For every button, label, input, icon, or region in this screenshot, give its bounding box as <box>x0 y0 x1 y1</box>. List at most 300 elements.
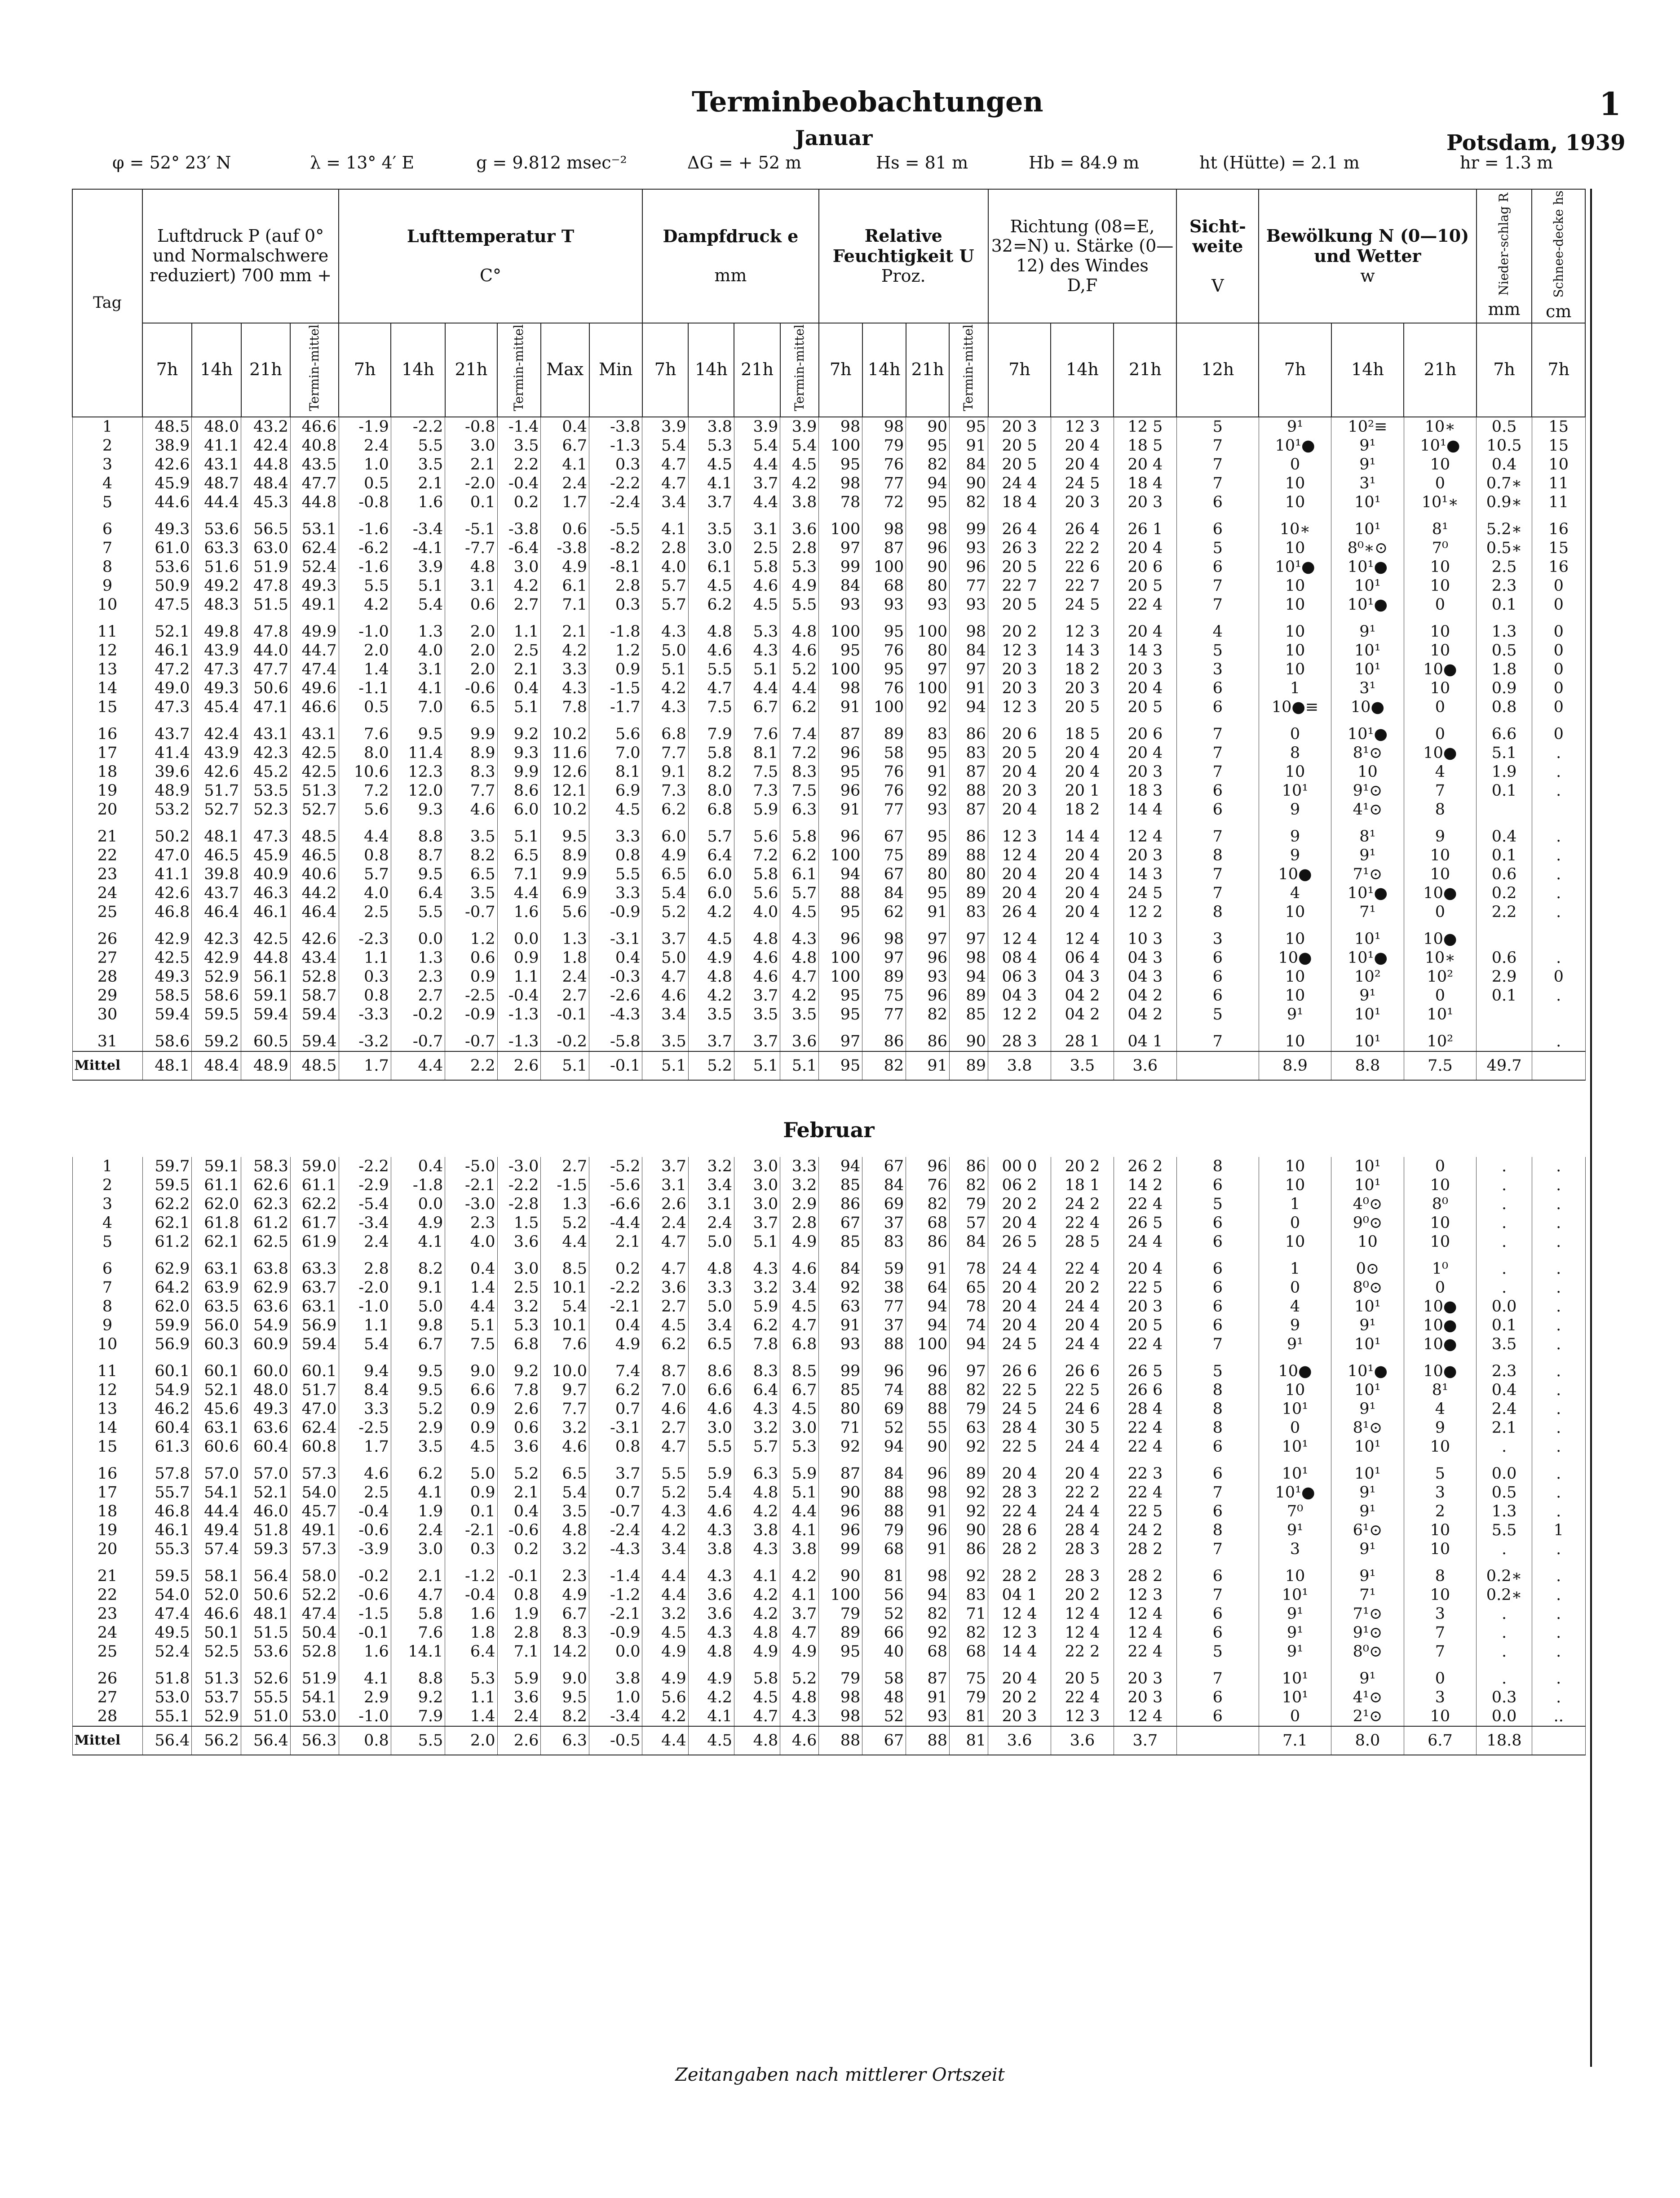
sub-14h: 14h <box>1051 323 1114 417</box>
table-row <box>72 1521 1585 1540</box>
value-cell: 3.3 <box>339 1400 391 1418</box>
value-cell: 85 <box>819 1232 862 1251</box>
value-cell: 10 <box>1532 455 1585 474</box>
value-cell: 42.5 <box>290 744 339 762</box>
value-cell: . <box>1532 1362 1585 1381</box>
value-cell: 83 <box>949 744 988 762</box>
value-cell: 6.4 <box>391 884 445 903</box>
value-cell: 58.3 <box>241 1157 291 1176</box>
value-cell: 92 <box>949 1567 988 1586</box>
value-cell: 3.7 <box>688 1032 734 1051</box>
value-cell: 12 4 <box>1114 827 1176 846</box>
value-cell: 12 4 <box>988 1604 1051 1623</box>
value-cell: 3.6 <box>988 1726 1051 1755</box>
rain-gauge-height: hr = 1.3 m <box>1460 153 1553 173</box>
value-cell: 85 <box>819 1176 862 1195</box>
value-cell: 98 <box>906 520 950 539</box>
value-cell: 28 4 <box>1051 1521 1114 1540</box>
value-cell: 4⁰⊙ <box>1331 1195 1404 1214</box>
value-cell: 48.7 <box>192 474 241 493</box>
value-cell: 5 <box>1176 1362 1259 1381</box>
value-cell: 12.6 <box>541 762 589 781</box>
value-cell: 4.9 <box>688 1669 734 1688</box>
value-cell: 24 5 <box>988 1400 1051 1418</box>
value-cell: 58.0 <box>290 1567 339 1586</box>
value-cell: 63.5 <box>192 1297 241 1316</box>
value-cell: 49.9 <box>290 622 339 641</box>
value-cell: 1 <box>1259 1195 1331 1214</box>
right-rule <box>1590 189 1592 2067</box>
value-cell: 06 4 <box>1051 948 1114 967</box>
value-cell: 91 <box>906 1259 950 1278</box>
value-cell: 10¹ <box>1331 1297 1404 1316</box>
value-cell: 7¹⊙ <box>1331 865 1404 884</box>
value-cell: -2.2 <box>339 1157 391 1176</box>
value-cell: 3.8 <box>734 1521 780 1540</box>
value-cell: 3.6 <box>497 1232 541 1251</box>
value-cell: 85 <box>949 1005 988 1024</box>
value-cell: 6.8 <box>497 1335 541 1354</box>
value-cell: 5.9 <box>780 1464 819 1483</box>
value-cell: 44.4 <box>192 493 241 512</box>
value-cell: 3.2 <box>780 1176 819 1195</box>
value-cell: 3.1 <box>688 1195 734 1214</box>
value-cell: 4.6 <box>780 641 819 660</box>
value-cell: 95 <box>862 622 906 641</box>
value-cell: 1.8 <box>1477 660 1532 679</box>
value-cell: 5.7 <box>642 595 688 614</box>
value-cell: 0 <box>1259 1418 1331 1437</box>
value-cell: 5.1 <box>780 1483 819 1502</box>
value-cell: 6.2 <box>780 846 819 865</box>
value-cell: 43.5 <box>290 455 339 474</box>
value-cell: 0 <box>1259 1214 1331 1232</box>
value-cell: -0.1 <box>541 1005 589 1024</box>
value-cell: 47.5 <box>142 595 192 614</box>
value-cell: 8.1 <box>734 744 780 762</box>
value-cell: 20 4 <box>988 800 1051 819</box>
value-cell: 46.8 <box>142 903 192 922</box>
value-cell: 84 <box>862 1464 906 1483</box>
value-cell: 9.2 <box>497 1362 541 1381</box>
value-cell: 3.9 <box>734 417 780 436</box>
value-cell: 8⁰⊙ <box>1331 1642 1404 1661</box>
value-cell: 4.8 <box>734 1483 780 1502</box>
value-cell: 22 4 <box>1114 1642 1176 1661</box>
value-cell: 10● <box>1404 930 1476 948</box>
table-row <box>72 1604 1585 1623</box>
value-cell: . <box>1477 1669 1532 1688</box>
value-cell: 92 <box>906 698 950 717</box>
value-cell: 3.0 <box>688 1418 734 1437</box>
februar-heading-row <box>72 1103 1585 1157</box>
value-cell: 4.2 <box>339 595 391 614</box>
value-cell: 10¹ <box>1331 1005 1404 1024</box>
value-cell: 22 2 <box>1051 1642 1114 1661</box>
value-cell: 96 <box>906 1157 950 1176</box>
value-cell: 87 <box>819 1464 862 1483</box>
value-cell: 3.6 <box>497 1688 541 1707</box>
value-cell: -5.8 <box>589 1032 642 1051</box>
observation-table <box>72 189 1586 1755</box>
table-row <box>72 1362 1585 1381</box>
value-cell: 4.2 <box>688 903 734 922</box>
value-cell: 48.9 <box>142 781 192 800</box>
value-cell: 10 <box>1404 1214 1476 1232</box>
value-cell: 2.3 <box>445 1214 497 1232</box>
value-cell: 59.5 <box>142 1567 192 1586</box>
value-cell: 99 <box>819 558 862 576</box>
value-cell: 2.2 <box>497 455 541 474</box>
value-cell: 6 <box>1176 1278 1259 1297</box>
value-cell: 10²≡ <box>1331 417 1404 436</box>
value-cell: 49.6 <box>290 679 339 698</box>
value-cell: 2.7 <box>391 986 445 1005</box>
day-cell: 2 <box>72 436 142 455</box>
value-cell: -3.0 <box>445 1195 497 1214</box>
value-cell: 5.1 <box>541 1051 589 1080</box>
day-cell: 10 <box>72 1335 142 1354</box>
value-cell: 0 <box>1259 455 1331 474</box>
value-cell: 10 <box>1404 846 1476 865</box>
value-cell: 8.3 <box>734 1362 780 1381</box>
value-cell: 46.6 <box>290 417 339 436</box>
value-cell: 96 <box>906 1362 950 1381</box>
value-cell: -2.0 <box>445 474 497 493</box>
value-cell: 10² <box>1404 967 1476 986</box>
value-cell: 22 5 <box>988 1381 1051 1400</box>
value-cell: -1.4 <box>589 1567 642 1586</box>
value-cell: 5.2 <box>780 660 819 679</box>
value-cell: -2.2 <box>589 474 642 493</box>
value-cell: 83 <box>862 1232 906 1251</box>
value-cell: 9.2 <box>497 725 541 744</box>
value-cell: 42.9 <box>142 930 192 948</box>
value-cell: 4.5 <box>688 455 734 474</box>
value-cell: 79 <box>949 1688 988 1707</box>
value-cell: 8.0 <box>688 781 734 800</box>
value-cell: -1.9 <box>339 417 391 436</box>
value-cell: 0 <box>1404 986 1476 1005</box>
value-cell: 9¹ <box>1331 1669 1404 1688</box>
value-cell: 77 <box>949 576 988 595</box>
value-cell: . <box>1532 1669 1585 1688</box>
value-cell: 10∗ <box>1404 948 1476 967</box>
row-gap <box>72 1024 1585 1032</box>
value-cell: 7.8 <box>541 698 589 717</box>
value-cell: 77 <box>862 800 906 819</box>
value-cell: 0.2 <box>1477 884 1532 903</box>
col-dampfdruck: Dampfdruck e mm <box>642 189 819 323</box>
value-cell: 93 <box>906 800 950 819</box>
value-cell: 10∗ <box>1404 417 1476 436</box>
value-cell: 6.2 <box>688 595 734 614</box>
value-cell: 04 2 <box>1051 1005 1114 1024</box>
value-cell: . <box>1532 1586 1585 1604</box>
value-cell: 62.2 <box>142 1195 192 1214</box>
value-cell: 20 4 <box>1051 865 1114 884</box>
value-cell: 10● <box>1259 865 1331 884</box>
value-cell: 51.9 <box>290 1669 339 1688</box>
value-cell: 52.5 <box>192 1642 241 1661</box>
value-cell: 4.2 <box>541 641 589 660</box>
value-cell: 69 <box>862 1400 906 1418</box>
value-cell: 5.8 <box>734 1669 780 1688</box>
value-cell: -3.4 <box>339 1214 391 1232</box>
value-cell: 8.2 <box>391 1259 445 1278</box>
value-cell: 64 <box>906 1278 950 1297</box>
value-cell: 10●≡ <box>1259 698 1331 717</box>
value-cell: 5.0 <box>642 641 688 660</box>
value-cell: 12 4 <box>988 930 1051 948</box>
sub-21h: 21h <box>1114 323 1176 417</box>
value-cell: 0.8 <box>339 1726 391 1755</box>
value-cell: 10● <box>1259 1362 1331 1381</box>
sub-21h: 21h <box>241 323 291 417</box>
value-cell: 6.7 <box>734 698 780 717</box>
value-cell: 20 6 <box>988 725 1051 744</box>
value-cell: 4.3 <box>734 641 780 660</box>
value-cell: 4.9 <box>780 1642 819 1661</box>
value-cell: 96 <box>819 744 862 762</box>
value-cell: 10¹● <box>1331 558 1404 576</box>
value-cell: -2.2 <box>589 1278 642 1297</box>
value-cell: 22 2 <box>1051 1483 1114 1502</box>
value-cell: -0.6 <box>339 1521 391 1540</box>
value-cell: 4.2 <box>688 986 734 1005</box>
value-cell: 4 <box>1176 622 1259 641</box>
value-cell: 5.5 <box>391 903 445 922</box>
value-cell: 2.6 <box>497 1051 541 1080</box>
value-cell <box>1532 1051 1585 1080</box>
value-cell: 100 <box>906 1335 950 1354</box>
value-cell: 1.3 <box>391 622 445 641</box>
value-cell: -0.2 <box>339 1567 391 1586</box>
value-cell: 6.5 <box>541 1464 589 1483</box>
sub-14h: 14h <box>192 323 241 417</box>
day-cell: 22 <box>72 846 142 865</box>
value-cell: 4.5 <box>642 1623 688 1642</box>
value-cell: -8.1 <box>589 558 642 576</box>
value-cell: 67 <box>862 1157 906 1176</box>
value-cell: 0.0 <box>1477 1707 1532 1726</box>
value-cell: 2.0 <box>445 660 497 679</box>
value-cell: 97 <box>949 660 988 679</box>
value-cell: 59.7 <box>142 1157 192 1176</box>
value-cell: 11 <box>1532 493 1585 512</box>
value-cell: 5.2 <box>642 1483 688 1502</box>
value-cell: 24 2 <box>1114 1521 1176 1540</box>
sub-21h: 21h <box>906 323 950 417</box>
value-cell: 4.3 <box>688 1521 734 1540</box>
value-cell: 7 <box>1176 744 1259 762</box>
value-cell: 4.8 <box>688 1259 734 1278</box>
value-cell: 62.9 <box>241 1278 291 1297</box>
value-cell: -0.7 <box>445 1032 497 1051</box>
value-cell: 2.8 <box>589 576 642 595</box>
value-cell: 5.4 <box>339 1335 391 1354</box>
value-cell: 7.9 <box>391 1707 445 1726</box>
value-cell: 4.9 <box>780 576 819 595</box>
value-cell: 89 <box>949 1051 988 1080</box>
day-cell: 14 <box>72 679 142 698</box>
value-cell: 96 <box>819 1502 862 1521</box>
table-row <box>72 1335 1585 1354</box>
table-row <box>72 827 1585 846</box>
value-cell: 89 <box>949 1464 988 1483</box>
value-cell: -1.6 <box>339 520 391 539</box>
value-cell: 0 <box>1259 1278 1331 1297</box>
value-cell: 91 <box>949 436 988 455</box>
table-row <box>72 641 1585 660</box>
value-cell: 4.3 <box>780 930 819 948</box>
value-cell: 2.7 <box>497 595 541 614</box>
value-cell: 4.6 <box>688 1400 734 1418</box>
value-cell: 5.6 <box>541 903 589 922</box>
value-cell: 5.7 <box>780 884 819 903</box>
value-cell: 3.5 <box>391 1437 445 1456</box>
value-cell: 9 <box>1404 827 1476 846</box>
value-cell: 74 <box>862 1381 906 1400</box>
value-cell: 10¹ <box>1331 493 1404 512</box>
value-cell: 10.2 <box>541 800 589 819</box>
month-heading: Januar <box>795 126 873 150</box>
value-cell: 91 <box>906 1051 950 1080</box>
value-cell: 4.2 <box>688 1688 734 1707</box>
value-cell: 10¹ <box>1259 781 1331 800</box>
value-cell: 0 <box>1404 725 1476 744</box>
februar-heading: Februar <box>783 1117 875 1142</box>
value-cell: 63.3 <box>192 539 241 558</box>
value-cell: 5.5 <box>391 1726 445 1755</box>
value-cell: 4.9 <box>642 1642 688 1661</box>
day-cell: 1 <box>72 417 142 436</box>
value-cell: 44.8 <box>241 948 291 967</box>
value-cell <box>1477 930 1532 948</box>
value-cell: 49.3 <box>142 967 192 986</box>
value-cell: 7.7 <box>642 744 688 762</box>
value-cell: 0.2 <box>497 493 541 512</box>
value-cell: 3.2 <box>497 1297 541 1316</box>
value-cell: -0.3 <box>589 967 642 986</box>
day-cell: 13 <box>72 1400 142 1418</box>
value-cell: 6 <box>1176 781 1259 800</box>
value-cell: -0.5 <box>589 1726 642 1755</box>
value-cell: 62.0 <box>192 1195 241 1214</box>
value-cell: 7.2 <box>339 781 391 800</box>
value-cell: 4.8 <box>688 967 734 986</box>
value-cell: -1.1 <box>339 679 391 698</box>
value-cell: 0.9 <box>445 967 497 986</box>
value-cell: 6.9 <box>589 781 642 800</box>
table-row <box>72 930 1585 948</box>
value-cell: 64.2 <box>142 1278 192 1297</box>
day-cell: 31 <box>72 1032 142 1051</box>
value-cell: 4.7 <box>734 1707 780 1726</box>
value-cell: 93 <box>906 1707 950 1726</box>
value-cell: 51.7 <box>290 1381 339 1400</box>
value-cell: 28 5 <box>1051 1232 1114 1251</box>
value-cell: 4.1 <box>391 1483 445 1502</box>
delta-g: ΔG = + 52 m <box>687 153 802 173</box>
value-cell: 6.7 <box>391 1335 445 1354</box>
row-gap <box>72 1354 1585 1362</box>
value-cell: 20 4 <box>1051 903 1114 922</box>
value-cell: 3.7 <box>688 493 734 512</box>
value-cell: -0.4 <box>445 1586 497 1604</box>
value-cell: 9.3 <box>497 744 541 762</box>
value-cell: 88 <box>906 1726 950 1755</box>
value-cell: 4.6 <box>541 1437 589 1456</box>
value-cell: 20 3 <box>988 679 1051 698</box>
value-cell: 20 5 <box>988 436 1051 455</box>
value-cell: 52.0 <box>192 1586 241 1604</box>
table-row <box>72 595 1585 614</box>
value-cell: 10¹ <box>1259 1688 1331 1707</box>
value-cell: 9.9 <box>497 762 541 781</box>
value-cell: 52 <box>862 1604 906 1623</box>
value-cell: 55.3 <box>142 1540 192 1559</box>
value-cell: 84 <box>819 576 862 595</box>
value-cell: . <box>1532 1259 1585 1278</box>
row-gap <box>72 614 1585 622</box>
value-cell: 10● <box>1404 660 1476 679</box>
row-gap <box>72 1661 1585 1669</box>
value-cell: 0.6 <box>445 948 497 967</box>
value-cell: 6 <box>1176 948 1259 967</box>
value-cell: 8 <box>1404 800 1476 819</box>
value-cell: -0.2 <box>391 1005 445 1024</box>
value-cell: 43.1 <box>241 725 291 744</box>
value-cell: 91 <box>906 1540 950 1559</box>
value-cell: 98 <box>949 948 988 967</box>
value-cell: 52.9 <box>192 1707 241 1726</box>
value-cell: 59.0 <box>290 1157 339 1176</box>
value-cell: 95 <box>819 641 862 660</box>
value-cell: 46.1 <box>142 641 192 660</box>
value-cell: 82 <box>949 493 988 512</box>
table-row <box>72 1688 1585 1707</box>
value-cell: 4.3 <box>642 622 688 641</box>
value-cell: 94 <box>949 967 988 986</box>
value-cell: 0 <box>1532 698 1585 717</box>
day-cell: 30 <box>72 1005 142 1024</box>
value-cell: 54.0 <box>142 1586 192 1604</box>
value-cell: 5.9 <box>734 1297 780 1316</box>
value-cell: 63.0 <box>241 539 291 558</box>
value-cell: 3 <box>1404 1688 1476 1707</box>
day-cell: 8 <box>72 1297 142 1316</box>
value-cell: . <box>1532 1232 1585 1251</box>
value-cell: 87 <box>819 725 862 744</box>
value-cell: 2.7 <box>642 1297 688 1316</box>
value-cell: -1.6 <box>339 558 391 576</box>
value-cell: 7.8 <box>734 1335 780 1354</box>
footer-note: Zeitangaben nach mittlerer Ortszeit <box>675 2065 1005 2085</box>
sub-21h: 21h <box>734 323 780 417</box>
value-cell <box>1176 1726 1259 1755</box>
value-cell: 8.7 <box>391 846 445 865</box>
value-cell: -5.2 <box>589 1157 642 1176</box>
value-cell: 4.6 <box>445 800 497 819</box>
value-cell: 81 <box>949 1726 988 1755</box>
value-cell: 26 5 <box>1114 1214 1176 1232</box>
value-cell: 100 <box>819 436 862 455</box>
value-cell: 82 <box>906 1195 950 1214</box>
value-cell: 44.2 <box>290 884 339 903</box>
value-cell: 0.8 <box>339 986 391 1005</box>
value-cell: 4.3 <box>688 1623 734 1642</box>
